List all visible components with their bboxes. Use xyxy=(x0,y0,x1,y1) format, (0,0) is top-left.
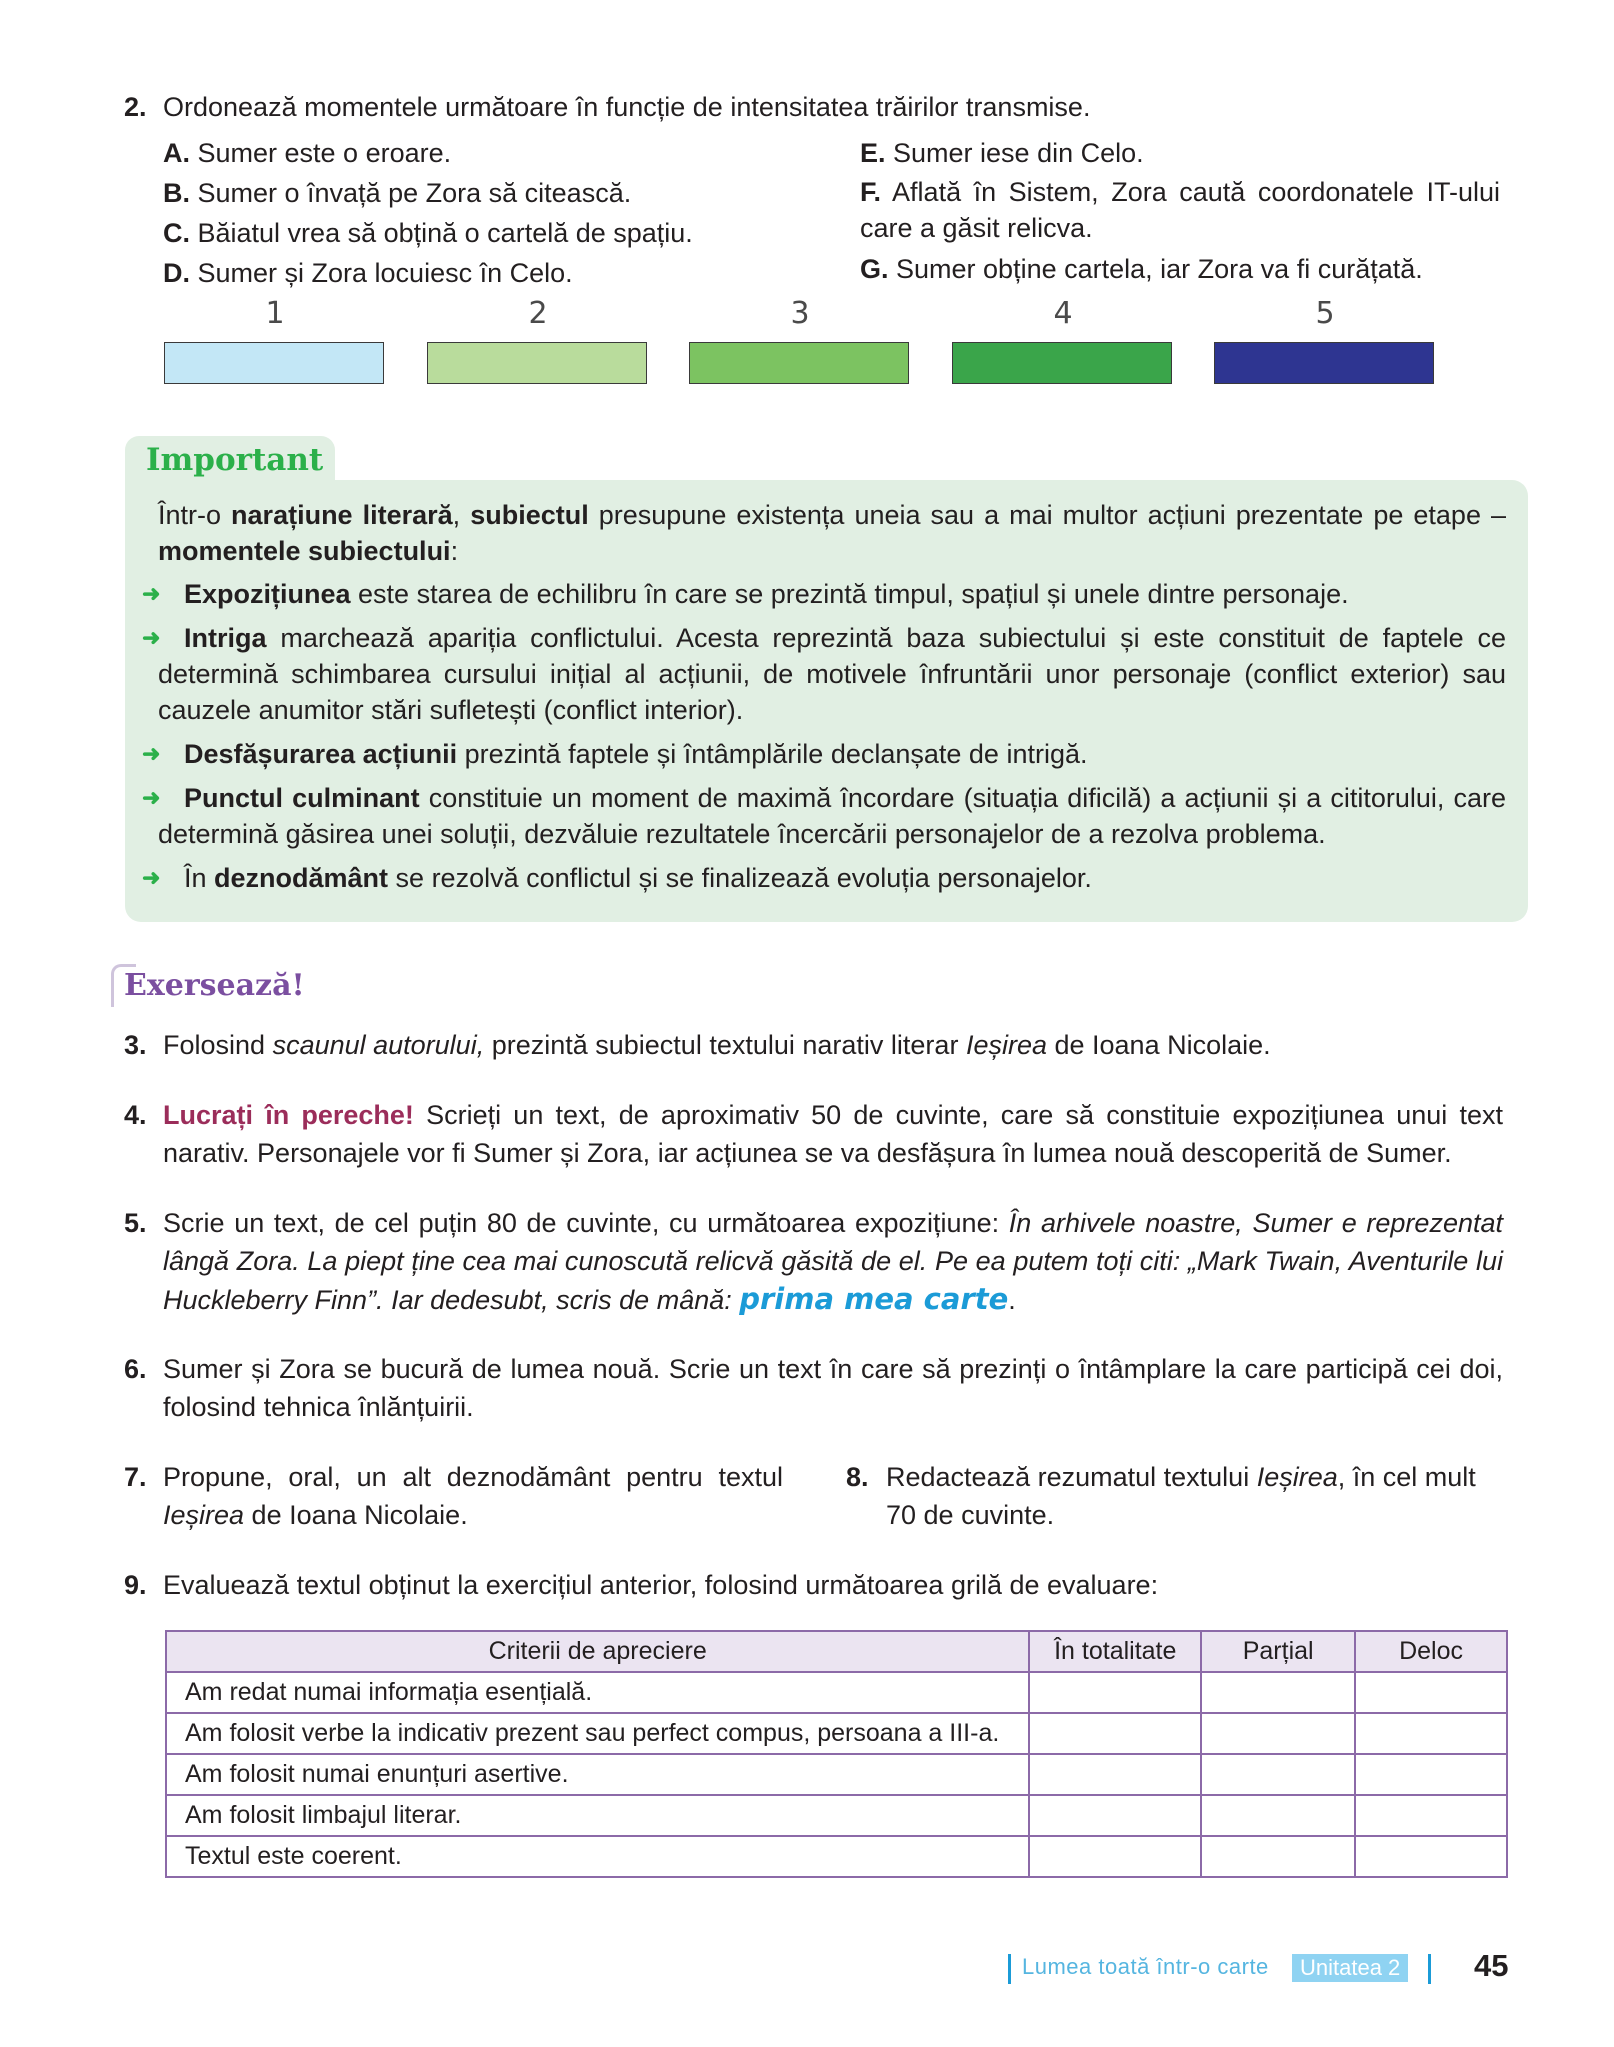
criteria-cell: Am folosit verbe la indicativ prezent sau perfect compus, persoana a III-a. xyxy=(166,1713,1029,1754)
checkbox-cell[interactable] xyxy=(1201,1713,1355,1754)
checkbox-cell[interactable] xyxy=(1201,1795,1355,1836)
exercise-3-text: Folosind scaunul autorului, prezintă subiectul textului narativ literar Ieșirea de Ioana Nicolaie. xyxy=(163,1030,1271,1060)
important-intro: Într-o narațiune literară, subiectul presupune existența uneia sau a mai multor acțiuni prezentate pe etape – momentele subiectului: xyxy=(158,500,1506,566)
slot-number: 2 xyxy=(528,296,548,331)
table-row xyxy=(166,1754,1507,1795)
criteria-cell: Textul este coerent. xyxy=(166,1836,1029,1877)
option-f: F. Aflată în Sistem, Zora caută coordonatele IT-ului care a găsit relicva. xyxy=(860,177,1500,243)
criteria-cell: Am folosit limbajul literar. xyxy=(166,1795,1029,1836)
criteria-cell: Am folosit numai enunțuri asertive. xyxy=(166,1754,1029,1795)
arrow-icon: ➜ xyxy=(142,865,161,890)
checkbox-cell[interactable] xyxy=(1201,1672,1355,1713)
footer-unit-label: Unitatea 2 xyxy=(1292,1954,1408,1982)
slot-number: 3 xyxy=(790,296,810,331)
exercise-number: 9. xyxy=(124,1570,147,1600)
exercise-number: 4. xyxy=(124,1100,147,1130)
table-row xyxy=(166,1713,1507,1754)
exercise-number: 3. xyxy=(124,1030,147,1060)
checkbox-cell[interactable] xyxy=(1355,1713,1507,1754)
important-title: Important xyxy=(146,442,324,478)
option-b: B. Sumer o învață pe Zora să citească. xyxy=(163,178,632,208)
column-header-partial: Parțial xyxy=(1201,1631,1355,1672)
exercise-number: 7. xyxy=(124,1462,147,1492)
table-header-row xyxy=(166,1631,1507,1672)
answer-slot-5[interactable] xyxy=(1214,342,1434,384)
checkbox-cell[interactable] xyxy=(1355,1754,1507,1795)
exercise-9-text: Evaluează textul obținut la exercițiul anterior, folosind următoarea grilă de evaluare: xyxy=(163,1570,1159,1600)
column-header-total: În totalitate xyxy=(1029,1631,1201,1672)
checkbox-cell[interactable] xyxy=(1029,1672,1201,1713)
table-row xyxy=(166,1672,1507,1713)
page-number: 45 xyxy=(1474,1948,1509,1983)
exercise-5-text: Scrie un text, de cel puțin 80 de cuvinte, cu următoarea expozițiune: În arhivele noastre, Sumer e reprezentat lângă Zora. La piept ține cea mai cunoscută relicvă găsită de el. Pe ea putem toți citi: „Mark Twain, Aventurile lui Huckleberry Finn”. Iar dedesubt, scris de mână: prima mea carte. xyxy=(163,1208,1503,1316)
exercise-number: 5. xyxy=(124,1208,147,1238)
table-row xyxy=(166,1795,1507,1836)
table-row xyxy=(166,1836,1507,1877)
column-header-none: Deloc xyxy=(1355,1631,1507,1672)
slot-number: 4 xyxy=(1053,296,1073,331)
exercise-6-text: Sumer și Zora se bucură de lumea nouă. Scrie un text în care să prezinți o întâmplare la care participă cei doi, folosind tehnica înlănțuirii. xyxy=(163,1354,1503,1422)
exercise-4-text: Lucrați în pereche! Scrieți un text, de aproximativ 50 de cuvinte, care să constituie expozițiunea unui text narativ. Personajele vor fi Sumer și Zora, iar acțiunea se va desfășura în lumea nouă descoperită de Sumer. xyxy=(163,1100,1503,1168)
checkbox-cell[interactable] xyxy=(1355,1795,1507,1836)
answer-slot-2[interactable] xyxy=(427,342,647,384)
checkbox-cell[interactable] xyxy=(1201,1754,1355,1795)
arrow-icon: ➜ xyxy=(142,581,161,606)
important-item-intriga: Intriga marchează apariția conflictului. Acesta reprezintă baza subiectului și este constituit de faptele ce determină schimbarea cursului inițial al acțiunii, de motivele înfruntării unor personaje (conflict exterior) sau cauzele anumitor stări sufletești (conflict interior). xyxy=(158,623,1506,725)
footer-divider xyxy=(1428,1954,1431,1984)
evaluation-grid xyxy=(165,1630,1508,1878)
exercise-7-text: Propune, oral, un alt deznodământ pentru textul Ieșirea de Ioana Nicolaie. xyxy=(163,1462,783,1530)
arrow-icon: ➜ xyxy=(142,625,161,650)
option-a: A. Sumer este o eroare. xyxy=(163,138,452,168)
answer-slot-3[interactable] xyxy=(689,342,909,384)
exercise-prompt: Ordonează momentele următoare în funcție de intensitatea trăirilor transmise. xyxy=(163,92,1091,122)
checkbox-cell[interactable] xyxy=(1029,1836,1201,1877)
checkbox-cell[interactable] xyxy=(1029,1713,1201,1754)
handwritten-note: prima mea carte xyxy=(739,1282,1009,1316)
checkbox-cell[interactable] xyxy=(1201,1836,1355,1877)
checkbox-cell[interactable] xyxy=(1355,1672,1507,1713)
exerseaza-title: Exersează! xyxy=(124,968,305,1003)
answer-slot-4[interactable] xyxy=(952,342,1172,384)
checkbox-cell[interactable] xyxy=(1029,1795,1201,1836)
option-c: C. Băiatul vrea să obțină o cartelă de spațiu. xyxy=(163,218,693,248)
footer-book-title: Lumea toată într-o carte xyxy=(1022,1954,1269,1979)
checkbox-cell[interactable] xyxy=(1355,1836,1507,1877)
important-item-desfasurarea: Desfășurarea acțiunii prezintă faptele și întâmplările declanșate de intrigă. xyxy=(184,739,1088,769)
option-g: G. Sumer obține cartela, iar Zora va fi curățată. xyxy=(860,254,1423,284)
option-d: D. Sumer și Zora locuiesc în Celo. xyxy=(163,258,573,288)
exercise-number: 8. xyxy=(846,1462,869,1492)
important-item-expozitiunea: Expozițiunea este starea de echilibru în care se prezintă timpul, spațiul și unele dintre personaje. xyxy=(184,579,1349,609)
answer-slot-1[interactable] xyxy=(164,342,384,384)
option-e: E. Sumer iese din Celo. xyxy=(860,138,1144,168)
exercise-number: 6. xyxy=(124,1354,147,1384)
important-item-punctul-culminant: Punctul culminant constituie un moment de maximă încordare (situația dificilă) a acțiunii și a cititorului, care determină găsirea unei soluții, dezvăluie rezultatele încercării personajelor de a rezolva problema. xyxy=(158,783,1506,849)
exercise-number: 2. xyxy=(124,92,147,122)
arrow-icon: ➜ xyxy=(142,785,161,810)
important-item-deznodamant: În deznodământ se rezolvă conflictul și se finalizează evoluția personajelor. xyxy=(184,863,1092,893)
footer-divider xyxy=(1008,1954,1011,1984)
column-header-criteria: Criterii de apreciere xyxy=(166,1631,1029,1672)
criteria-cell: Am redat numai informația esențială. xyxy=(166,1672,1029,1713)
arrow-icon: ➜ xyxy=(142,741,161,766)
checkbox-cell[interactable] xyxy=(1029,1754,1201,1795)
slot-number: 5 xyxy=(1315,296,1335,331)
exercise-8-text: Redactează rezumatul textului Ieșirea, în cel mult 70 de cuvinte. xyxy=(886,1462,1476,1530)
slot-number: 1 xyxy=(265,296,285,331)
